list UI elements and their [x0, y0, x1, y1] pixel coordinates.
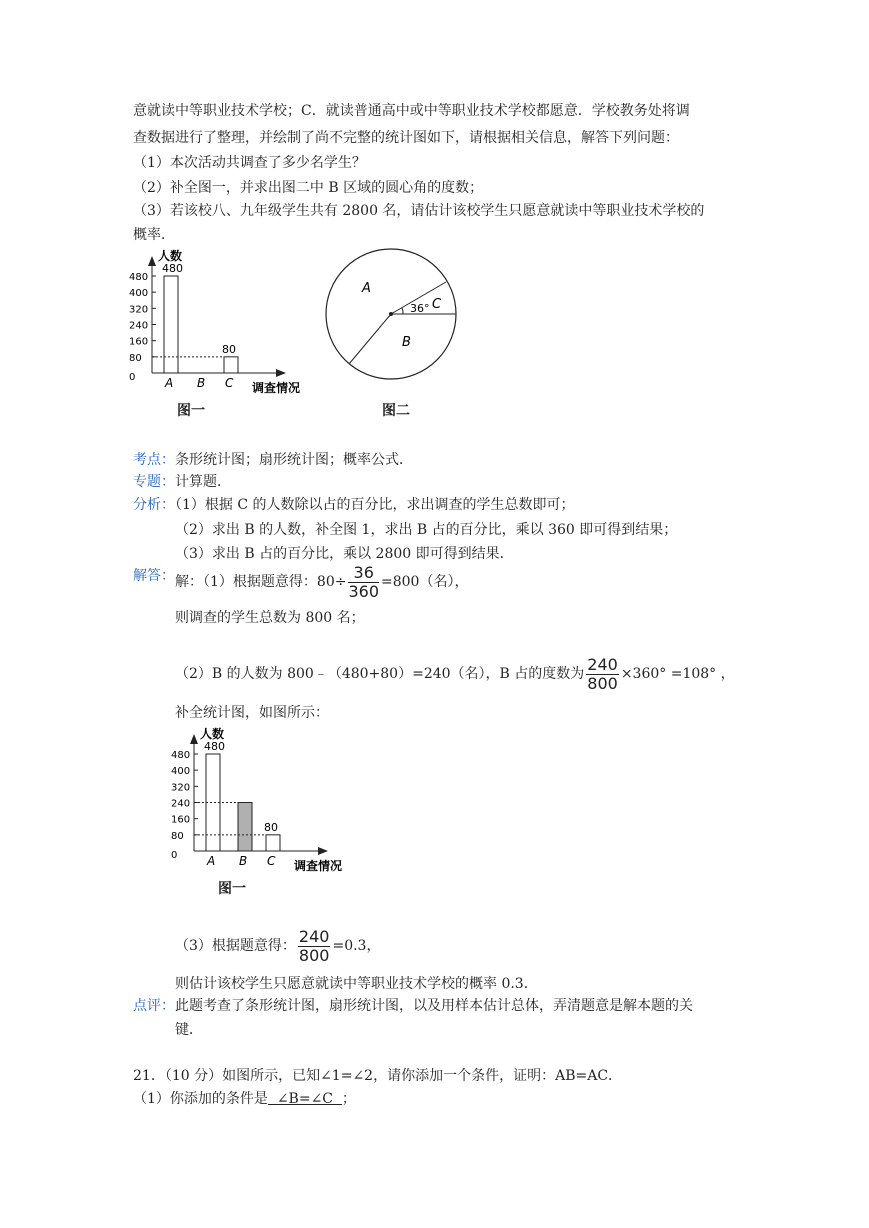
fig3-label-A: 480 [204, 740, 225, 753]
answer-tag: 解答： [133, 568, 175, 584]
fig1-ylabel: 人数 [158, 249, 183, 263]
fig1-label-C: 80 [222, 342, 236, 356]
zhuanti [133, 472, 231, 492]
answer-3-line-2: 则估计该校学生只愿意就读中等职业技术学校的概率 0.3． [175, 976, 538, 992]
q21-1-answer: ∠B=∠C [267, 1091, 342, 1107]
fig3-label-C: 80 [264, 820, 278, 834]
fig3-ytick-480: 480 [171, 750, 191, 761]
fig3-bars [194, 740, 280, 851]
fig3-ytick-80: 80 [171, 830, 184, 842]
fig1-xlabel: 调查情况 [252, 381, 301, 395]
fig1-ytick-80: 80 [129, 352, 142, 364]
comment-line-1: 此题考查了条形统计图，扇形统计图，以及用样本估计总体，弄清题意是解本题的关 [175, 998, 693, 1014]
fraction-den: 800 [587, 673, 618, 693]
fenxi-tag: 分析： [133, 497, 175, 513]
fig1-bar-A [164, 276, 178, 373]
fig3-caption: 图一 [218, 881, 246, 897]
question-3-cont: 概率． [133, 227, 175, 243]
fig1-bar-C [224, 357, 238, 373]
problem-line-2: 查数据进行了整理，并绘制了尚不完整的统计图如下，请根据相关信息，解答下列问题： [133, 130, 679, 146]
fenxi-1: （1）根据 C 的人数除以占的百分比，求出调查的学生总数即可； [175, 497, 575, 513]
answer-2-line-2: 补全统计图，如图所示： [175, 705, 329, 721]
question-2: （2）补全图一，并求出图二中 B 区域的圆心角的度数； [133, 180, 484, 196]
pie-angle-c: 36° [410, 302, 430, 315]
pie-radius-left [349, 314, 391, 364]
fig3-ytick-400: 400 [171, 766, 191, 778]
fig3-xlabel: 调查情况 [294, 859, 343, 873]
fraction-num: 36 [348, 564, 379, 583]
fig1-ytick-480: 480 [129, 272, 149, 283]
fig3-ytick-0: 0 [171, 850, 178, 861]
fig1-ytick-0: 0 [129, 372, 136, 383]
fig2-caption: 图二 [382, 403, 410, 419]
fig3-ytick-160: 160 [171, 814, 191, 826]
fraction-240-800-b [298, 928, 331, 965]
comment [133, 996, 693, 1016]
pie-label-a: A [362, 281, 371, 296]
fig1-cat-A: A [165, 376, 174, 390]
fig3-ylabel: 人数 [200, 727, 225, 741]
pie-label-b: B [402, 335, 411, 350]
kaodian [133, 450, 413, 470]
answer-step-1 [175, 563, 468, 601]
figure-1-bar-chart [128, 246, 318, 396]
fenxi-2: （2）求出 B 的人数，补全图 1，求出 B 占的百分比，乘以 360 即可得到结果； [175, 522, 678, 538]
q21-1-pre: （1）你添加的条件是 [133, 1091, 268, 1107]
fraction-num: 240 [298, 926, 330, 946]
fig1-ytick-400: 400 [129, 288, 149, 300]
figure-3-bar-chart [170, 724, 360, 874]
fig3-cats [206, 854, 276, 868]
answer-3-pre: （3）根据题意得： [175, 938, 296, 954]
fig3-cat-C: C [267, 854, 276, 868]
fenxi-3: （3）求出 B 占的百分比，乘以 2800 即可得到结果． [175, 546, 514, 562]
fig1-label-A: 480 [162, 262, 183, 275]
comment-line-2: 键． [175, 1022, 203, 1038]
fig3-ytick-320: 320 [171, 782, 191, 794]
fig1-ytick-240: 240 [129, 320, 149, 332]
fraction-36-360 [348, 564, 379, 601]
comment-tag: 点评： [133, 998, 175, 1014]
question-21-1 [133, 1089, 356, 1109]
answer-3-post: =0.3， [332, 938, 381, 954]
answer-2-pre: （2）B 的人数为 800﹣（480+80）=240（名），B 占的度数为 [175, 666, 585, 682]
problem-line-1: 意就读中等职业技术学校；C．就读普通高中或中等职业技术学校都愿意．学校教务处将调 [133, 103, 690, 119]
answer-step-3 [175, 927, 380, 965]
answer-1-post: =800（名）， [381, 574, 469, 590]
fraction-num: 240 [587, 654, 618, 674]
fig3-bar-A [206, 754, 220, 851]
answer-2-post: ×360° =108° ， [620, 666, 735, 682]
fig1-caption: 图一 [177, 403, 205, 419]
zhuanti-tag: 专题： [133, 474, 175, 490]
fig1-ytick-160: 160 [129, 336, 149, 348]
fraction-240-800 [586, 656, 619, 693]
question-3: （3）若该校八、九年级学生共有 2800 名，请估计该校学生只愿意就读中等职业技术学校的 [133, 203, 705, 219]
kaodian-tag: 考点： [133, 452, 175, 468]
fig3-cat-B: B [239, 854, 248, 868]
answer-1-pre: 解：（1）根据题意得：80÷ [175, 574, 347, 590]
fig3-bar-C [266, 835, 280, 851]
fig3-cat-A: A [207, 854, 216, 868]
fenxi [133, 495, 575, 515]
kaodian-text: 条形统计图；扇形统计图；概率公式． [175, 452, 413, 468]
fig3-ytick-240: 240 [171, 798, 191, 810]
fig1-bars [152, 262, 238, 373]
fig1-cat-B: B [197, 376, 206, 390]
fig1-cats [164, 376, 234, 390]
figure-2-pie-chart [322, 246, 464, 394]
q21-1-post: ； [341, 1091, 356, 1107]
question-21: 21．（10 分）如图所示，已知∠1=∠2，请你添加一个条件，证明：AB=AC． [133, 1068, 623, 1084]
fraction-den: 360 [348, 581, 379, 601]
fraction-den: 800 [298, 945, 330, 965]
fig1-ytick-320: 320 [129, 304, 149, 316]
pie-label-c: C [432, 297, 442, 312]
fig1-cat-C: C [225, 376, 234, 390]
answer-step-2 [175, 655, 735, 693]
answer-1-line-2: 则调查的学生总数为 800 名； [175, 610, 365, 626]
question-1: （1）本次活动共调查了多少名学生？ [133, 155, 366, 171]
zhuanti-text: 计算题． [175, 474, 231, 490]
fig3-bar-B [238, 803, 252, 852]
